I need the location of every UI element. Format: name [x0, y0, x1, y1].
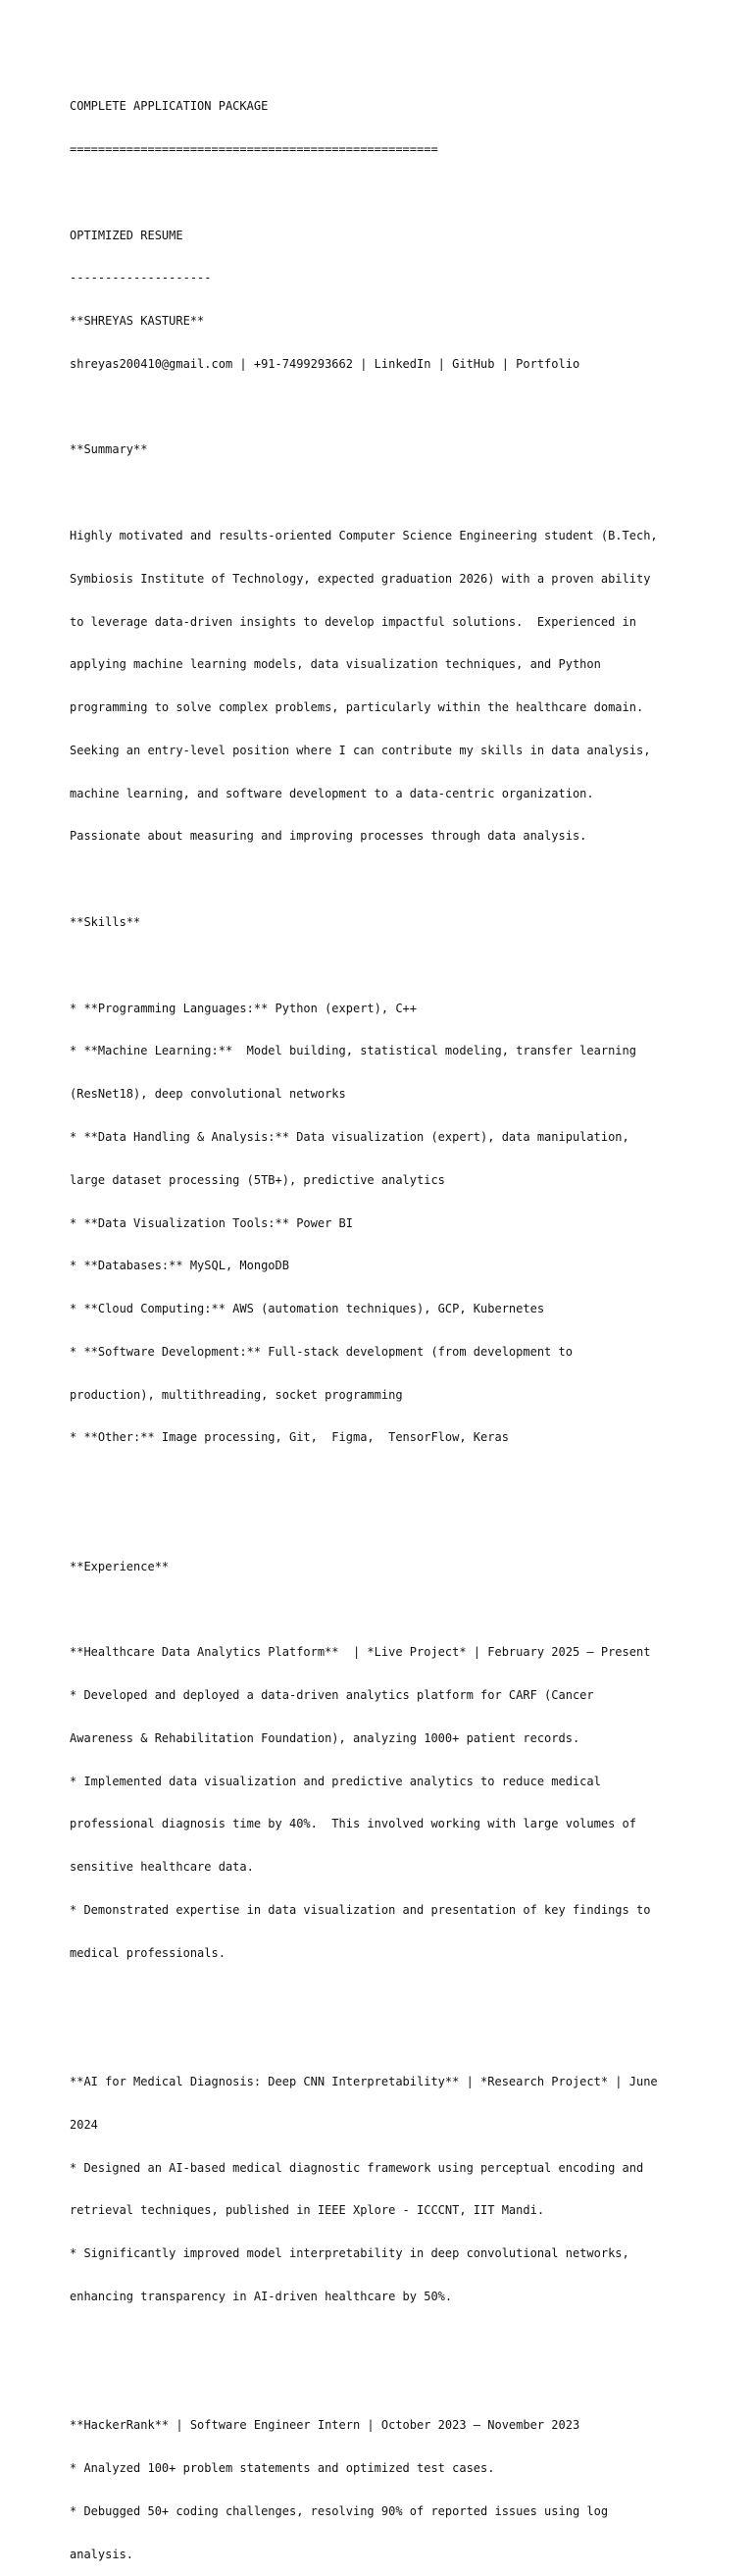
title-underline: ==================================================== — [70, 141, 438, 156]
resume-underline: -------------------- — [70, 271, 212, 285]
blank-line — [70, 2376, 717, 2391]
document-title: COMPLETE APPLICATION PACKAGE — [70, 99, 269, 114]
skills-item: * **Machine Learning:** Model building, statistical modeling, transfer learning — [70, 1044, 636, 1058]
contact-line: shreyas200410@gmail.com | +91-7499293662 | LinkedIn | GitHub | Portfolio — [70, 356, 580, 371]
experience-bullet: * Demonstrated expertise in data visualization and presentation of key findings to — [70, 1903, 651, 1917]
blank-line — [70, 872, 717, 887]
summary-text-line: to leverage data-driven insights to develop impactful solutions. Experienced in — [70, 614, 636, 629]
experience-bullet-continuation: analysis. — [70, 2547, 134, 2561]
experience-title: **AI for Medical Diagnosis: Deep CNN Interpretability** | *Research Project* | June — [70, 2075, 658, 2089]
skills-item: * **Other:** Image processing, Git, Figma, TensorFlow, Keras — [70, 1430, 509, 1445]
blank-line — [70, 1989, 717, 2004]
experience-bullet: * Debugged 50+ coding challenges, resolving 90% of reported issues using log — [70, 2503, 609, 2518]
summary-text-line: Seeking an entry-level position where I can contribute my skills in data analysis, — [70, 743, 651, 757]
experience-title: **Healthcare Data Analytics Platform** | *Live Project* | February 2025 – Present — [70, 1645, 651, 1660]
experience-bullet-continuation: medical professionals. — [70, 1945, 226, 1960]
summary-text-line: machine learning, and software development to a data-centric organization. — [70, 786, 594, 800]
skills-item: * **Cloud Computing:** AWS (automation techniques), GCP, Kubernetes — [70, 1302, 545, 1316]
experience-bullet: * Developed and deployed a data-driven analytics platform for CARF (Cancer — [70, 1688, 594, 1703]
blank-line — [70, 2032, 717, 2046]
summary-text-line: Highly motivated and results-oriented Computer Science Engineering student (B.Tech, — [70, 529, 658, 542]
summary-text-line: applying machine learning models, data visualization techniques, and Python — [70, 657, 601, 672]
experience-heading: **Experience** — [70, 1559, 170, 1573]
candidate-name: **SHREYAS KASTURE** — [70, 314, 205, 329]
blank-line — [70, 185, 717, 200]
resume-document — [70, 71, 717, 2576]
skills-item: * **Databases:** MySQL, MongoDB — [70, 1259, 289, 1273]
experience-bullet: * Analyzed 100+ problem statements and optimized test cases. — [70, 2461, 495, 2476]
skills-item: * **Programming Languages:** Python (expert), C++ — [70, 1001, 418, 1015]
blank-line — [70, 1473, 717, 1488]
summary-heading: **Summary** — [70, 442, 148, 457]
skills-item-continuation: large dataset processing (5TB+), predictive analytics — [70, 1172, 445, 1187]
skills-item: * **Data Visualization Tools:** Power BI — [70, 1215, 353, 1230]
experience-bullet-continuation: sensitive healthcare data. — [70, 1860, 254, 1875]
skills-item: * **Data Handling & Analysis:** Data visualization (expert), data manipulation, — [70, 1129, 629, 1144]
summary-text-line: Passionate about measuring and improving processes through data analysis. — [70, 829, 587, 844]
experience-title-continuation: 2024 — [70, 2117, 98, 2132]
skills-item-continuation: production), multithreading, socket programming — [70, 1387, 403, 1402]
section-heading-resume: OPTIMIZED RESUME — [70, 228, 183, 242]
experience-title: **HackerRank** | Software Engineer Intern | October 2023 – November 2023 — [70, 2418, 580, 2433]
experience-bullet: * Designed an AI-based medical diagnostic framework using perceptual encoding and — [70, 2160, 644, 2175]
skills-heading: **Skills** — [70, 915, 141, 930]
skills-item-continuation: (ResNet18), deep convolutional networks — [70, 1087, 346, 1102]
blank-line — [70, 400, 717, 415]
blank-line — [70, 486, 717, 500]
experience-bullet-continuation: retrieval techniques, published in IEEE Xplore - ICCCNT, IIT Mandi. — [70, 2203, 545, 2218]
experience-bullet: * Implemented data visualization and predictive analytics to reduce medical — [70, 1774, 601, 1788]
blank-line — [70, 2333, 717, 2347]
experience-bullet-continuation: professional diagnosis time by 40%. This involved working with large volumes of — [70, 1817, 636, 1831]
blank-line — [70, 1517, 717, 1531]
experience-bullet-continuation: enhancing transparency in AI-driven healthcare by 50%. — [70, 2290, 453, 2304]
summary-text-line: programming to solve complex problems, particularly within the healthcare domain. — [70, 700, 644, 715]
experience-bullet-continuation: Awareness & Rehabilitation Foundation), analyzing 1000+ patient records. — [70, 1730, 580, 1745]
skills-item: * **Software Development:** Full-stack development (from development to — [70, 1344, 573, 1359]
experience-bullet: * Significantly improved model interpretability in deep convolutional networks, — [70, 2246, 629, 2261]
blank-line — [70, 958, 717, 973]
summary-text-line: Symbiosis Institute of Technology, expected graduation 2026) with a proven ability — [70, 571, 651, 586]
blank-line — [70, 1603, 717, 1618]
